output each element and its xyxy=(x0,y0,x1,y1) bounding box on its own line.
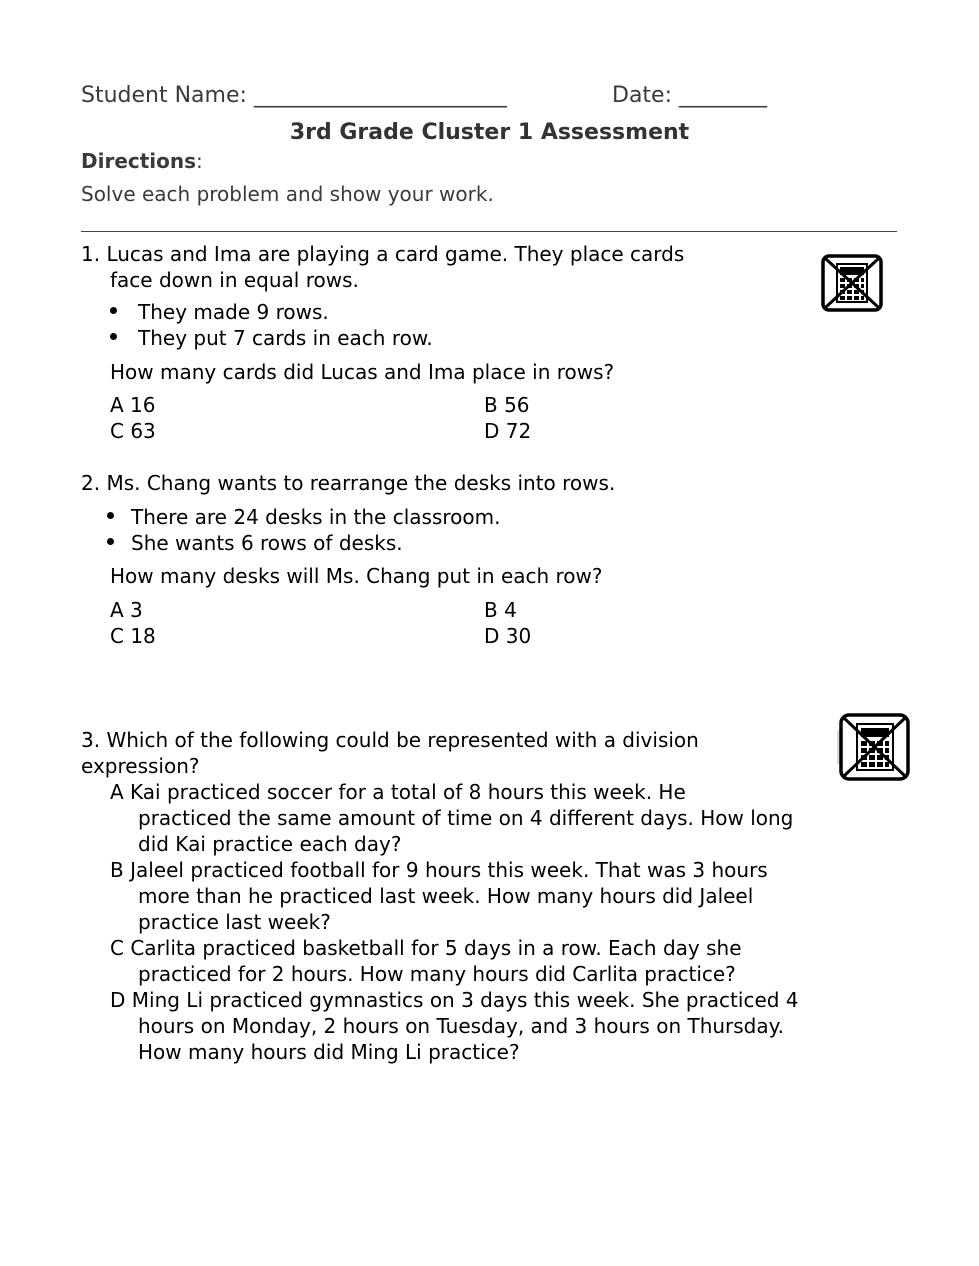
calculator-crossed-icon xyxy=(837,712,911,782)
bullet-icon xyxy=(110,333,117,340)
question-3-option-d-line-3: How many hours did Ming Li practice? xyxy=(138,1040,520,1064)
question-1-prompt: How many cards did Lucas and Ima place in rows? xyxy=(110,360,615,384)
directions-label: Directions xyxy=(81,149,197,173)
question-3-option-b-line-3: practice last week? xyxy=(138,910,331,934)
student-name-field[interactable]: Student Name: _______________________ xyxy=(81,83,507,108)
question-2-bullet-1: There are 24 desks in the classroom. xyxy=(131,505,501,529)
question-2-choice-c[interactable]: C 18 xyxy=(110,624,156,648)
question-3-text: 3. Which of the following could be represented with a division xyxy=(81,728,699,752)
question-2-choice-d[interactable]: D 30 xyxy=(484,624,532,648)
question-1-bullet-2: They put 7 cards in each row. xyxy=(138,326,433,350)
directions-text: Solve each problem and show your work. xyxy=(81,182,494,206)
question-3-option-c-line-1[interactable]: C Carlita practiced basketball for 5 days in a row. Each day she xyxy=(110,936,742,960)
question-3-option-a-line-3: did Kai practice each day? xyxy=(138,832,402,856)
page-title: 3rd Grade Cluster 1 Assessment xyxy=(289,120,690,145)
question-1-choice-d[interactable]: D 72 xyxy=(484,419,532,443)
question-2-text: 2. Ms. Chang wants to rearrange the desks into rows. xyxy=(81,471,616,495)
question-1-choice-a[interactable]: A 16 xyxy=(110,393,156,417)
bullet-icon xyxy=(107,538,114,545)
question-1-continuation: face down in equal rows. xyxy=(110,268,359,292)
question-3-option-a-line-1[interactable]: A Kai practiced soccer for a total of 8 hours this week. He xyxy=(110,780,686,804)
question-2-prompt: How many desks will Ms. Chang put in each row? xyxy=(110,564,603,588)
question-2-choice-a[interactable]: A 3 xyxy=(110,598,143,622)
question-1-text: 1. Lucas and Ima are playing a card game. They place cards xyxy=(81,242,685,266)
question-1-choice-b[interactable]: B 56 xyxy=(484,393,530,417)
question-1-choice-c[interactable]: C 63 xyxy=(110,419,156,443)
bullet-icon xyxy=(110,307,117,314)
question-3-option-b-line-2: more than he practiced last week. How many hours did Jaleel xyxy=(138,884,754,908)
directions-heading xyxy=(81,148,203,174)
question-1-bullet-1: They made 9 rows. xyxy=(138,300,329,324)
date-field[interactable]: Date: ________ xyxy=(612,83,767,108)
question-3-option-d-line-2: hours on Monday, 2 hours on Tuesday, and 3 hours on Thursday. xyxy=(138,1014,784,1038)
bullet-icon xyxy=(107,512,114,519)
question-2-choice-b[interactable]: B 4 xyxy=(484,598,517,622)
header-divider xyxy=(81,231,897,232)
question-3-option-a-line-2: practiced the same amount of time on 4 different days. How long xyxy=(138,806,794,830)
question-3-option-d-line-1[interactable]: D Ming Li practiced gymnastics on 3 days this week. She practiced 4 xyxy=(110,988,799,1012)
directions-colon: : xyxy=(196,149,203,173)
calculator-crossed-icon xyxy=(820,253,884,313)
question-2-bullet-2: She wants 6 rows of desks. xyxy=(131,531,403,555)
question-3-continuation: expression? xyxy=(81,754,200,778)
question-3-option-c-line-2: practiced for 2 hours. How many hours did Carlita practice? xyxy=(138,962,736,986)
question-3-option-b-line-1[interactable]: B Jaleel practiced football for 9 hours this week. That was 3 hours xyxy=(110,858,768,882)
